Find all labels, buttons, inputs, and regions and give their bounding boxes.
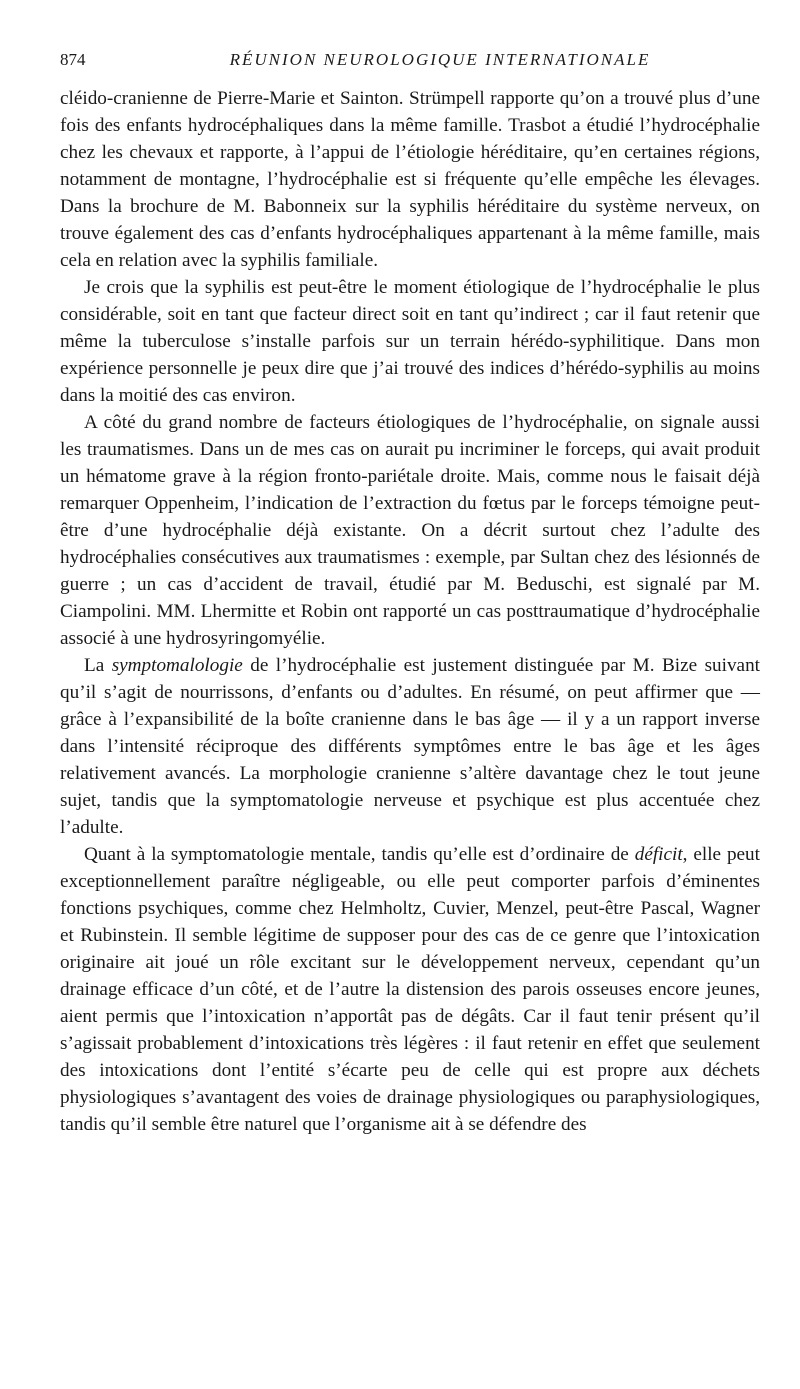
paragraph [60, 652, 760, 841]
text-run: cléido-cranienne de Pierre-Marie et Sainton. Strümpell rapporte qu’on a trouvé plus d’une fois des enfants hydrocéphaliques dans la même famille. Trasbot a étudié l’hydrocéphalie chez les chevaux et rapporte, à l’appui de l’étiologie héréditaire, qu’en certaines régions, notamment de montagne, l’hydrocéphalie est si fréquente qu’elle empêche les élevages. Dans la brochure de M. Babonneix sur la syphilis héréditaire du système nerveux, on trouve également des cas d’enfants hydrocéphaliques appartenant à la même famille, mais cela en relation avec la syphilis familiale. [60, 88, 760, 271]
paragraph [60, 85, 760, 274]
text-run: , elle peut exceptionnellement paraître négligeable, ou elle peut comporter parfois d’éminentes fonctions psychiques, comme chez Helmholtz, Cuvier, Menzel, peut-être Pascal, Wagner et Rubinstein. Il semble légitime de supposer pour des cas de ce genre que l’intoxication originaire ait joué un rôle excitant sur le développement nerveux, cependant qu’un drainage efficace d’un côté, et de l’autre la distension des parois osseuses encore jeunes, aient permis que l’intoxication n’apportât pas de dégâts. Car il faut tenir présent qu’il s’agissait probablement d’intoxications très légères : il faut retenir en effet que seulement des intoxications dont l’entité s’écarte peu de celle qui est propre aux déchets physiologiques s’avantagent des voies de drainage physiologiques ou paraphysiologiques, tandis qu’il semble être naturel que l’organisme ait à se défendre des [60, 844, 760, 1135]
running-head: RÉUNION NEUROLOGIQUE INTERNATIONALE [229, 50, 651, 69]
body-text [60, 85, 760, 1138]
page-header [60, 50, 760, 76]
paragraph [60, 409, 760, 652]
italic-term: déficit [634, 844, 683, 865]
italic-term: symptomalologie [111, 655, 243, 676]
text-run: de l’hydrocéphalie est justement distinguée par M. Bize suivant qu’il s’agit de nourrissons, d’enfants ou d’adultes. En résumé, on peut affirmer que — grâce à l’expansibilité de la boîte cranienne dans le bas âge — il y a un rapport inverse dans l’intensité réciproque des différents symptômes entre le bas âge et les âges relativement avancés. La morphologie cranienne s’altère davantage chez le tout jeune sujet, tandis que la symptomatologie nerveuse et psychique est plus accentuée chez l’adulte. [60, 655, 760, 838]
paragraph [60, 841, 760, 1138]
text-run: Quant à la symptomatologie mentale, tandis qu’elle est d’ordinaire de [84, 844, 635, 865]
text-run: Je crois que la syphilis est peut-être le moment étiologique de l’hydrocéphalie le plus considérable, soit en tant que facteur direct soit en tant qu’indirect ; car il faut retenir que même la tuberculose s’installe parfois sur un terrain hérédo-syphilitique. Dans mon expérience personnelle je peux dire que j’ai trouvé des indices d’hérédo-syphilis au moins dans la moitié des cas environ. [60, 277, 760, 406]
page-number: 874 [60, 50, 86, 69]
text-run: A côté du grand nombre de facteurs étiologiques de l’hydrocéphalie, on signale aussi les traumatismes. Dans un de mes cas on aurait pu incriminer le forceps, qui avait produit un hématome grave à la région fronto-pariétale droite. Mais, comme nous le faisait déjà remarquer Oppenheim, l’indication de l’extraction du fœtus par le forceps témoigne peut-être d’une hydrocéphalie déjà existante. On a décrit surtout chez l’adulte des hydrocéphalies consécutives aux traumatismes : exemple, par Sultan chez des lésionnés de guerre ; un cas d’accident de travail, étudié par M. Beduschi, est signalé par M. Ciampolini. MM. Lhermitte et Robin ont rapporté un cas posttraumatique d’hydrocéphalie associé à une hydrosyringomyélie. [60, 412, 760, 649]
paragraph [60, 274, 760, 409]
text-run: La [84, 655, 112, 676]
